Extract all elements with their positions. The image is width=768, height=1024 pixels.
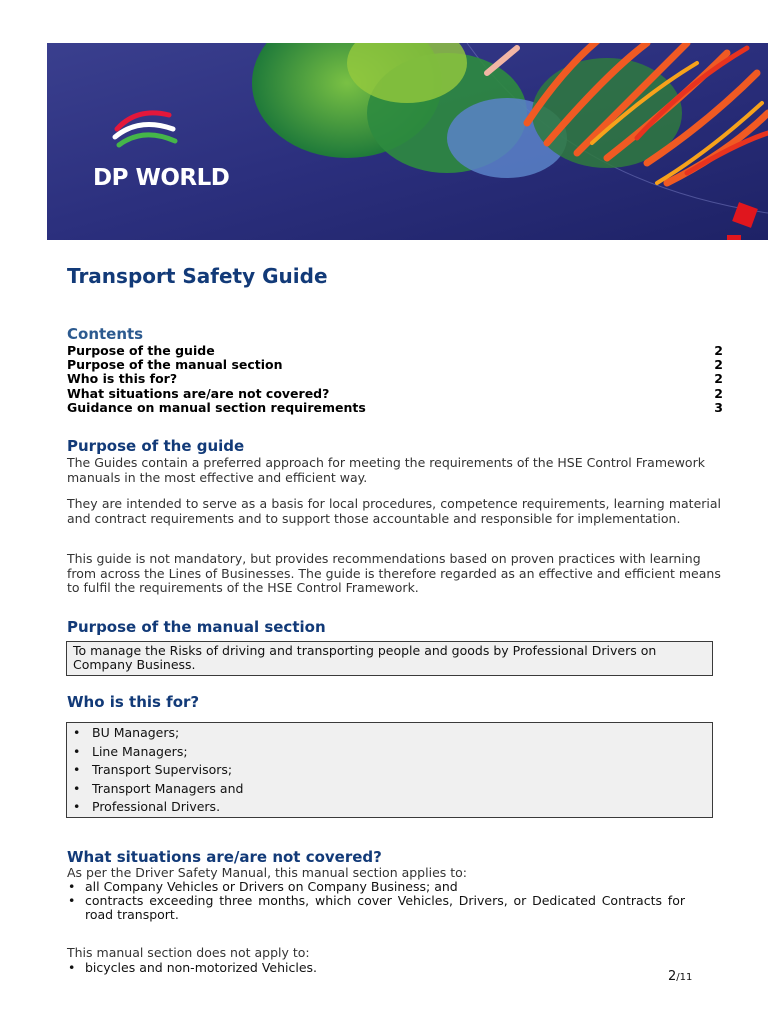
- list-item: • Professional Drivers.: [67, 798, 712, 817]
- toc-entry[interactable]: [67, 344, 723, 358]
- list-item: • contracts exceeding three months, which cover Vehicles, Drivers, or Dedicated Contracts for road transport.: [67, 894, 685, 922]
- toc-page: 2: [714, 371, 723, 387]
- who-for-list: [67, 724, 712, 817]
- toc-entry[interactable]: [67, 358, 723, 372]
- list-item: • Line Managers;: [67, 743, 712, 762]
- section-heading-purpose-manual: Purpose of the manual section: [67, 618, 326, 636]
- who-for-box: [66, 722, 713, 818]
- page-title: Transport Safety Guide: [67, 264, 328, 288]
- purpose-guide-paragraph-3: This guide is not mandatory, but provides recommendations based on proven practices with learning from across the Lines of Businesses. The guide is therefore regarded as an effective and efficient means to fulfil the requirements of the HSE Control Framework.: [67, 551, 721, 595]
- dp-world-logo-icon: [109, 99, 179, 155]
- purpose-manual-box: [66, 641, 713, 676]
- toc-entry[interactable]: [67, 387, 723, 401]
- applies-list: [67, 880, 685, 923]
- list-item: • all Company Vehicles or Drivers on Company Business; and: [67, 880, 685, 894]
- situations-intro: As per the Driver Safety Manual, this manual section applies to:: [67, 865, 467, 880]
- page-number: [668, 969, 692, 984]
- list-item: • Transport Supervisors;: [67, 761, 712, 780]
- toc-page: 2: [714, 357, 723, 373]
- toc-entry[interactable]: [67, 372, 723, 386]
- not-applies-intro: This manual section does not apply to:: [67, 945, 310, 960]
- section-heading-who-for: Who is this for?: [67, 693, 200, 711]
- list-item: • BU Managers;: [67, 724, 712, 743]
- section-heading-purpose-guide: Purpose of the guide: [67, 437, 245, 455]
- toc-label: Guidance on manual section requirements: [67, 399, 366, 415]
- page-current: 2: [668, 969, 677, 984]
- toc-entry[interactable]: [67, 401, 723, 415]
- not-applies-list: [67, 961, 685, 975]
- list-item: • bicycles and non-motorized Vehicles.: [67, 961, 685, 975]
- toc-label: What situations are/are not covered?: [67, 385, 330, 401]
- toc-label: Purpose of the guide: [67, 343, 215, 358]
- toc-page: 2: [714, 343, 723, 358]
- purpose-guide-paragraph-2: They are intended to serve as a basis for local procedures, competence requirements, learning material and contract requirements and to support those accountable and responsible for implementation.: [67, 496, 721, 526]
- toc-label: Purpose of the manual section: [67, 357, 283, 373]
- toc-page: 2: [714, 385, 723, 401]
- purpose-manual-text: To manage the Risks of driving and transporting people and goods by Professional Drivers on Company Business.: [73, 643, 657, 672]
- list-item: • Transport Managers and: [67, 780, 712, 799]
- contents-heading: Contents: [67, 325, 144, 343]
- table-of-contents: [67, 344, 723, 415]
- logo-wordmark: DP WORLD: [93, 165, 230, 191]
- section-heading-situations: What situations are/are not covered?: [67, 848, 382, 866]
- page-total: /11: [676, 972, 693, 983]
- toc-page: 3: [714, 399, 723, 415]
- purpose-guide-paragraph-1: The Guides contain a preferred approach for meeting the requirements of the HSE Control Framework manuals in the most effective and efficient way.: [67, 455, 705, 485]
- toc-label: Who is this for?: [67, 371, 178, 387]
- header-banner: [47, 43, 768, 240]
